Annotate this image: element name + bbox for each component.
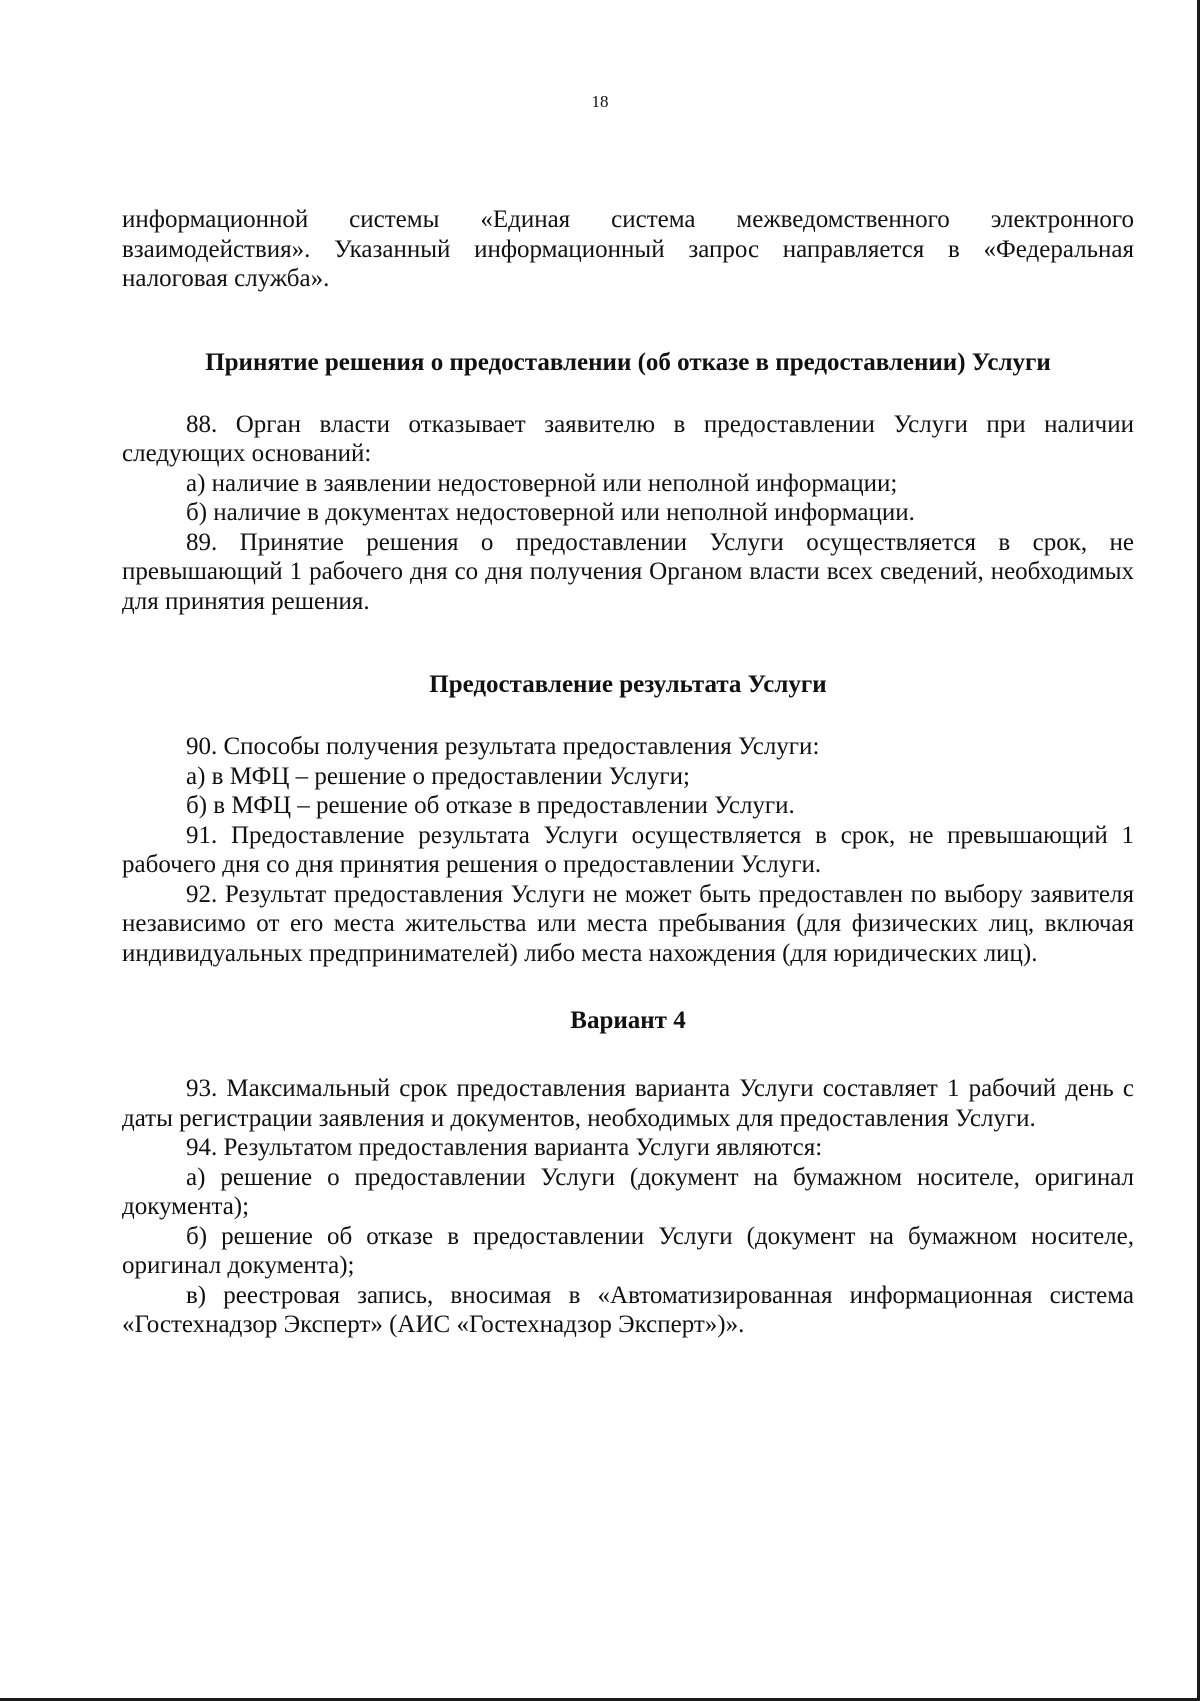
document-body	[122, 205, 1134, 1340]
paragraph-90a: а) в МФЦ – решение о предоставлении Услуги;	[186, 762, 690, 790]
paragraph-88b: б) наличие в документах недостоверной или неполной информации.	[186, 499, 915, 526]
paragraph-89: 89. Принятие решения о предоставлении Услуги осуществляется в срок, не превышающий 1 рабочего дня со дня получения Органом власти всех сведений, необходимых для принятия решения.	[122, 528, 1134, 615]
paragraph-92: 92. Результат предоставления Услуги не может быть предоставлен по выбору заявителя независимо от его места жительства или места пребывания (для физических лиц, включая индивидуальных предпринимателей) либо места нахождения (для юридических лиц).	[122, 880, 1134, 967]
section-heading-variant-4: Вариант 4	[570, 1007, 686, 1034]
intro-paragraph: информационной системы «Единая система межведомственного электронного взаимодействия». Указанный информационный запрос направляется в «Федеральная налоговая служба».	[122, 206, 1134, 292]
paragraph-91: 91. Предоставление результата Услуги осуществляется в срок, не превышающий 1 рабочего дня со дня принятия решения о предоставлении Услуги.	[122, 821, 1134, 878]
paragraph-88a: а) наличие в заявлении недостоверной или неполной информации;	[186, 469, 898, 497]
paragraph-94: 94. Результатом предоставления варианта Услуги являются:	[186, 1134, 823, 1161]
paragraph-94c: в) реестровая запись, вносимая в «Автоматизированная информационная система «Гостехнадзор Эксперт» (АИС «Гостехнадзор Эксперт»)».	[122, 1281, 1134, 1338]
section-heading-result: Предоставление результата Услуги	[429, 671, 827, 698]
paragraph-93: 93. Максимальный срок предоставления варианта Услуги составляет 1 рабочий день с даты регистрации заявления и документов, необходимых для предоставления Услуги.	[122, 1075, 1134, 1132]
paragraph-94b: б) решение об отказе в предоставлении Услуги (документ на бумажном носителе, оригинал документа);	[122, 1222, 1134, 1279]
page-number: 18	[591, 92, 609, 111]
paragraph-90b: б) в МФЦ – решение об отказе в предоставлении Услуги.	[186, 792, 795, 819]
paragraph-94a: а) решение о предоставлении Услуги (документ на бумажном носителе, оригинал документа);	[122, 1163, 1134, 1220]
paragraph-88: 88. Орган власти отказывает заявителю в предоставлении Услуги при наличии следующих оснований:	[122, 410, 1134, 467]
paragraph-90: 90. Способы получения результата предоставления Услуги:	[186, 733, 820, 760]
section-heading-decision: Принятие решения о предоставлении (об отказе в предоставлении) Услуги	[205, 348, 1051, 376]
